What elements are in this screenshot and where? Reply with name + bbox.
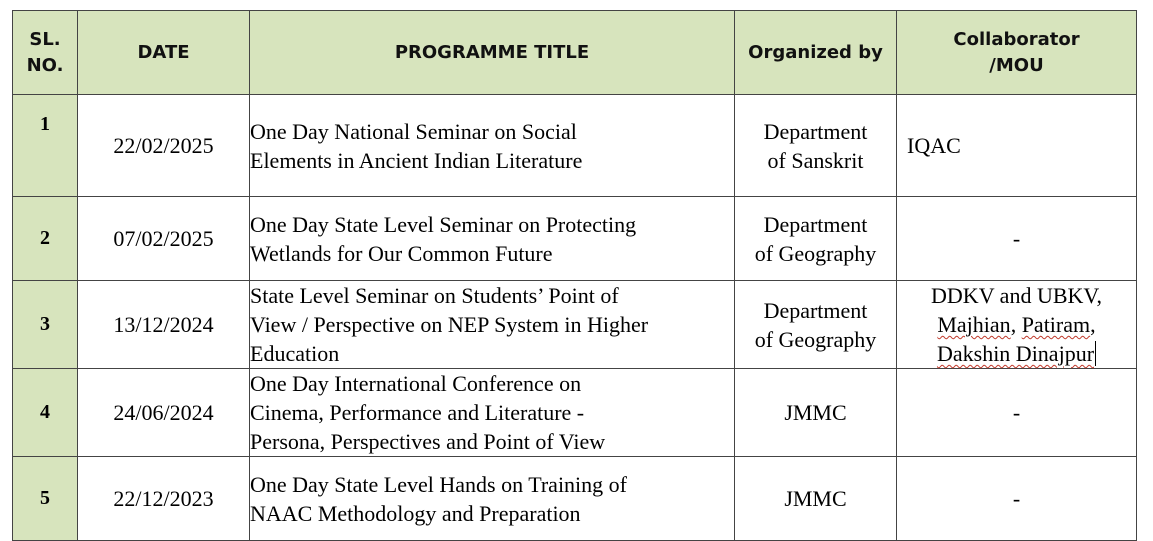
row-date: 07/02/2025	[78, 197, 250, 281]
row-sl-no: 5	[13, 457, 78, 541]
row-organized-by: Department of Sanskrit	[735, 95, 897, 197]
table-row	[13, 95, 1137, 197]
row-sl-no: 4	[13, 369, 78, 457]
row-collaborator: -	[897, 197, 1137, 281]
header-organized-by: Organized by	[735, 11, 897, 95]
table-row	[13, 197, 1137, 281]
row-programme-title: One Day International Conference on Cinema, Performance and Literature - Persona, Perspectives and Point of View	[250, 369, 735, 457]
row-organized-by: JMMC	[735, 457, 897, 541]
row-sl-no: 2	[13, 197, 78, 281]
text-cursor: Dakshin Dinajpur	[936, 341, 1095, 366]
header-collaborator: Collaborator /MOU	[897, 11, 1137, 95]
row-organized-by: Department of Geography	[735, 281, 897, 369]
row-sl-no: 1	[13, 95, 78, 197]
row-date: 13/12/2024	[78, 281, 250, 369]
row-programme-title: One Day National Seminar on Social Elements in Ancient Indian Literature	[250, 95, 735, 197]
row-collaborator: -	[897, 369, 1137, 457]
header-row	[13, 11, 1137, 95]
row-collaborator: IQAC	[897, 95, 1137, 197]
header-programme-title: PROGRAMME TITLE	[250, 11, 735, 95]
row-sl-no: 3	[13, 281, 78, 369]
header-date: DATE	[78, 11, 250, 95]
header-sl-no: SL. NO.	[13, 11, 78, 95]
row-collaborator: -	[897, 457, 1137, 541]
row-date: 22/12/2023	[78, 457, 250, 541]
row-programme-title: One Day State Level Hands on Training of NAAC Methodology and Preparation	[250, 457, 735, 541]
programme-table	[12, 10, 1137, 541]
row-organized-by: JMMC	[735, 369, 897, 457]
row-programme-title: One Day State Level Seminar on Protecting Wetlands for Our Common Future	[250, 197, 735, 281]
table-row	[13, 457, 1137, 541]
row-programme-title: State Level Seminar on Students’ Point of View / Perspective on NEP System in Higher Education	[250, 281, 735, 369]
table-row	[13, 281, 1137, 369]
row-date: 22/02/2025	[78, 95, 250, 197]
row-date: 24/06/2024	[78, 369, 250, 457]
row-collaborator[interactable]: DDKV and UBKV, Majhian, Patiram, Dakshin Dinajpur	[897, 281, 1137, 369]
table-row	[13, 369, 1137, 457]
row-organized-by: Department of Geography	[735, 197, 897, 281]
